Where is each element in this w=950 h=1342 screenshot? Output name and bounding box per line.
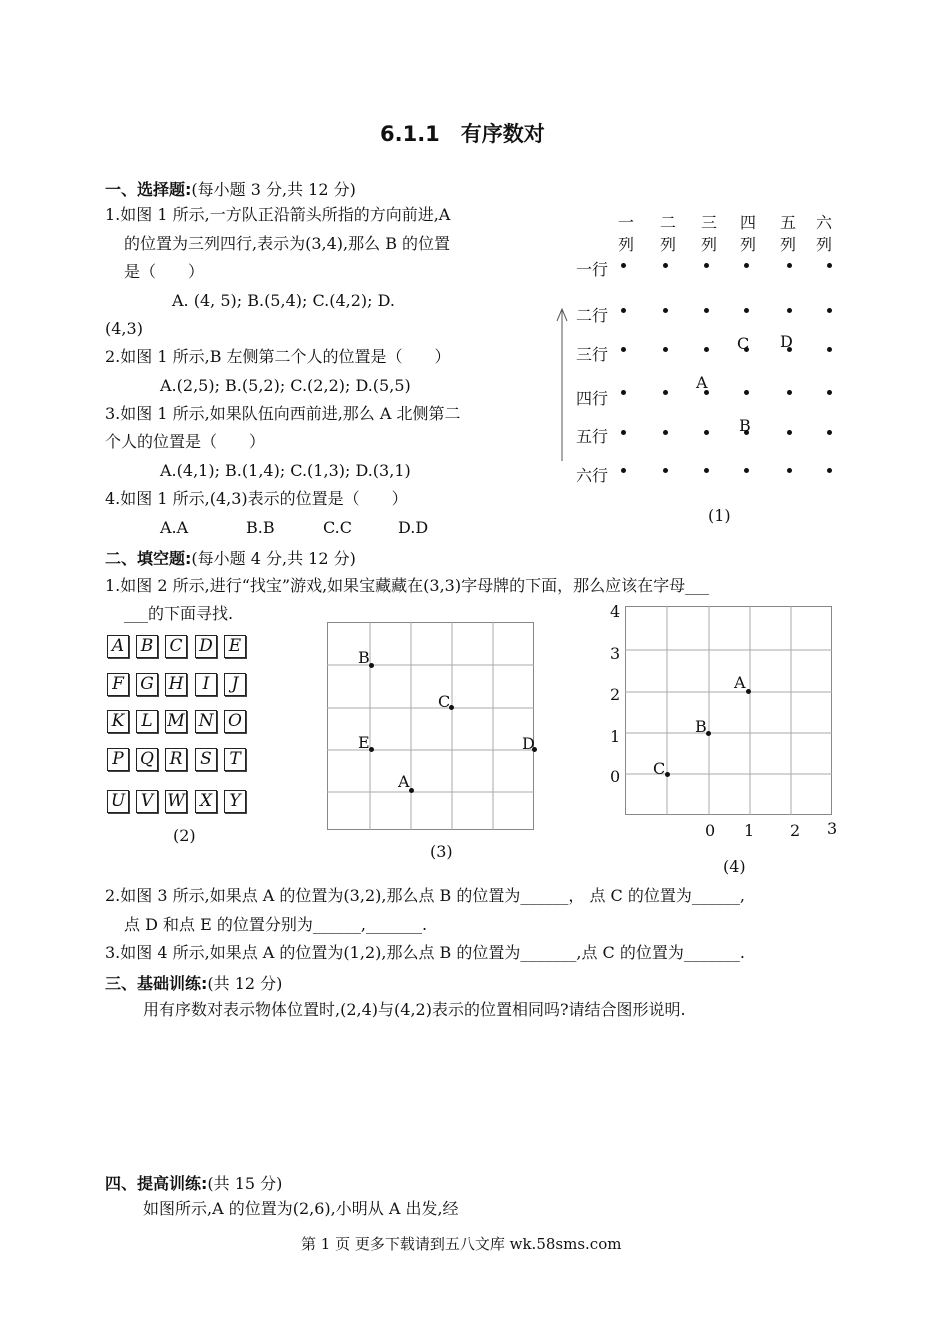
q2-line1: 2.如图 1 所示,B 左侧第二个人的位置是（ ）: [105, 347, 451, 366]
letter-card: X: [195, 790, 217, 813]
fig4-ytick-0: 0: [610, 767, 621, 786]
fig1-dot-r3-c3: [704, 347, 709, 352]
letter-card: N: [195, 710, 217, 733]
arrow-up-icon: [556, 305, 568, 465]
fig1-dot-r5-c1: [621, 430, 626, 435]
section-3-title: 三、基础训练:: [105, 974, 208, 993]
section-1-header: [105, 177, 356, 200]
col-header-5: 五 列: [780, 213, 797, 254]
fig1-dot-r1-c6: [827, 263, 832, 268]
letter-card: H: [165, 673, 187, 696]
fig3-label-d: D: [522, 734, 535, 753]
letter-card: E: [224, 635, 246, 658]
q3-line2: 个人的位置是（ ）: [105, 432, 266, 451]
letter-card: I: [195, 673, 217, 696]
letter-card: R: [165, 748, 187, 771]
fig1-dot-r6-c1: [621, 468, 626, 473]
section-3-header: [105, 971, 282, 994]
fig1-label-b: B: [739, 416, 751, 435]
col-header-6: 六 列: [816, 213, 833, 254]
fig4-ytick-4: 4: [610, 602, 621, 621]
section-1-title: 一、选择题:: [105, 180, 192, 199]
row-header-6: 六行: [576, 466, 609, 485]
fig1-dot-r5-c2: [663, 430, 668, 435]
letter-card: P: [107, 748, 129, 771]
letter-card: O: [224, 710, 246, 733]
fig4-xtick-3: 3: [827, 819, 838, 838]
letter-card: B: [136, 635, 158, 658]
f1-line2: ___的下面寻找.: [124, 604, 234, 623]
page-title: 6.1.1 有序数对: [380, 122, 545, 146]
q1-line2: 的位置为三列四行,表示为(3,4),那么 B 的位置: [124, 234, 451, 253]
q1-line3: 是（ ）: [124, 262, 205, 281]
col-header-3: 三 列: [701, 213, 718, 254]
f3-line1: 3.如图 4 所示,如果点 A 的位置为(1,2),那么点 B 的位置为_______,点 C 的位置为_______.: [105, 943, 745, 962]
fig1-dot-r1-c2: [663, 263, 668, 268]
fig3-label-e: E: [358, 733, 370, 752]
fig3-label-a: A: [398, 772, 410, 791]
section-4-title: 四、提高训练:: [105, 1174, 208, 1193]
section-2-note: (每小题 4 分,共 12 分): [191, 549, 356, 568]
letter-card: W: [165, 790, 187, 813]
fig1-dot-r3-c2: [663, 347, 668, 352]
fig4-point-c: [665, 772, 670, 777]
letter-card: M: [165, 710, 187, 733]
row-header-1: 一行: [576, 260, 609, 279]
fig2-caption: (2): [173, 826, 196, 845]
row-header-5: 五行: [576, 427, 609, 446]
letter-card: J: [224, 673, 246, 696]
fig4-ytick-1: 1: [610, 727, 621, 746]
fig4-label-c: C: [653, 759, 666, 778]
row-header-4: 四行: [576, 389, 609, 408]
row-header-3: 三行: [576, 345, 609, 364]
letter-card: T: [224, 748, 246, 771]
fig4-ytick-3: 3: [610, 644, 621, 663]
q1-options: A. (4, 5); B.(5,4); C.(4,2); D.: [172, 291, 395, 310]
fig1-dot-r3-c1: [621, 347, 626, 352]
fig4-xtick-2: 2: [790, 821, 801, 840]
q3-line1: 3.如图 1 所示,如果队伍向西前进,那么 A 北侧第二: [105, 404, 461, 423]
fig1-dot-r3-c6: [827, 347, 832, 352]
letter-card: S: [195, 748, 217, 771]
fig1-dot-r2-c1: [621, 308, 626, 313]
fig3-point-e: [369, 747, 374, 752]
q3-options: A.(4,1); B.(1,4); C.(1,3); D.(3,1): [160, 461, 411, 480]
letter-card: A: [107, 635, 129, 658]
q1-line1: 1.如图 1 所示,一方队正沿箭头所指的方向前进,A: [105, 205, 451, 224]
letter-card: K: [107, 710, 129, 733]
fig4-caption: (4): [723, 857, 746, 876]
fig1-dot-r1-c4: [744, 263, 749, 268]
q4-option-a: A.A: [160, 518, 189, 537]
letter-card: C: [165, 635, 187, 658]
fig1-dot-r5-c3: [704, 430, 709, 435]
letter-card: D: [195, 635, 217, 658]
section-3-note: (共 12 分): [207, 974, 283, 993]
fig3-label-b: B: [358, 648, 370, 667]
letter-card: V: [136, 790, 158, 813]
fig1-caption: (1): [708, 506, 731, 525]
fig1-label-c: C: [737, 334, 750, 353]
col-header-4: 四 列: [740, 213, 757, 254]
section-4-body: 如图所示,A 的位置为(2,6),小明从 A 出发,经: [143, 1199, 459, 1218]
q4-line1: 4.如图 1 所示,(4,3)表示的位置是（ ）: [105, 489, 408, 508]
col-header-2: 二 列: [660, 213, 677, 254]
f2-line2: 点 D 和点 E 的位置分别为______,_______.: [124, 915, 428, 934]
fig1-dot-r2-c3: [704, 308, 709, 313]
q4-option-b: B.B: [246, 518, 275, 537]
fig1-dot-r2-c2: [663, 308, 668, 313]
fig1-dot-r2-c4: [744, 308, 749, 313]
section-1-note: (每小题 3 分,共 12 分): [191, 180, 356, 199]
row-header-2: 二行: [576, 306, 609, 325]
section-2-header: [105, 546, 356, 569]
section-3-body: 用有序数对表示物体位置时,(2,4)与(4,2)表示的位置相同吗?请结合图形说明.: [143, 1000, 686, 1019]
fig1-dot-r1-c3: [704, 263, 709, 268]
fig4-xtick-1: 1: [744, 821, 755, 840]
q4-option-d: D.D: [398, 518, 429, 537]
fig1-dot-r1-c5: [787, 263, 792, 268]
fig1-label-a: A: [696, 373, 708, 392]
fig4-xtick-0: 0: [705, 821, 716, 840]
letter-card: Q: [136, 748, 158, 771]
letter-card: F: [107, 673, 129, 696]
fig1-label-d: D: [780, 332, 793, 351]
letter-card: L: [136, 710, 158, 733]
fig1-dot-r4-c1: [621, 390, 626, 395]
figure-4-grid: [625, 606, 833, 816]
fig1-dot-r6-c6: [827, 468, 832, 473]
fig1-dot-r6-c5: [787, 468, 792, 473]
letter-card: G: [136, 673, 158, 696]
fig1-dot-r2-c5: [787, 308, 792, 313]
fig1-dot-r2-c6: [827, 308, 832, 313]
section-4-note: (共 15 分): [207, 1174, 283, 1193]
fig1-dot-r6-c2: [663, 468, 668, 473]
fig1-dot-r4-c6: [827, 390, 832, 395]
fig3-label-c: C: [438, 692, 451, 711]
fig4-label-a: A: [734, 673, 746, 692]
section-4-header: [105, 1171, 282, 1194]
fig3-caption: (3): [430, 842, 453, 861]
fig1-dot-r5-c5: [787, 430, 792, 435]
fig1-dot-r4-c4: [744, 390, 749, 395]
fig1-dot-r5-c6: [827, 430, 832, 435]
f1-line1: 1.如图 2 所示,进行“找宝”游戏,如果宝藏藏在(3,3)字母牌的下面，那么应该在字母___: [105, 576, 710, 595]
f2-line1: 2.如图 3 所示,如果点 A 的位置为(3,2),那么点 B 的位置为______， 点 C 的位置为______,: [105, 886, 745, 905]
fig1-dot-r6-c3: [704, 468, 709, 473]
q4-option-c: C.C: [323, 518, 352, 537]
fig4-ytick-2: 2: [610, 685, 621, 704]
section-2-title: 二、填空题:: [105, 549, 192, 568]
fig1-dot-r6-c4: [744, 468, 749, 473]
letter-card: Y: [224, 790, 246, 813]
q2-options: A.(2,5); B.(5,2); C.(2,2); D.(5,5): [160, 376, 411, 395]
page-footer: 第 1 页 更多下载请到五八文库 wk.58sms.com: [301, 1235, 622, 1253]
fig1-dot-r4-c5: [787, 390, 792, 395]
fig1-dot-r1-c1: [621, 263, 626, 268]
fig1-dot-r4-c2: [663, 390, 668, 395]
fig4-point-a: [746, 689, 751, 694]
col-header-1: 一 列: [618, 213, 635, 254]
fig4-label-b: B: [695, 717, 707, 736]
q1-options-cont: (4,3): [105, 319, 143, 338]
letter-card: U: [107, 790, 129, 813]
